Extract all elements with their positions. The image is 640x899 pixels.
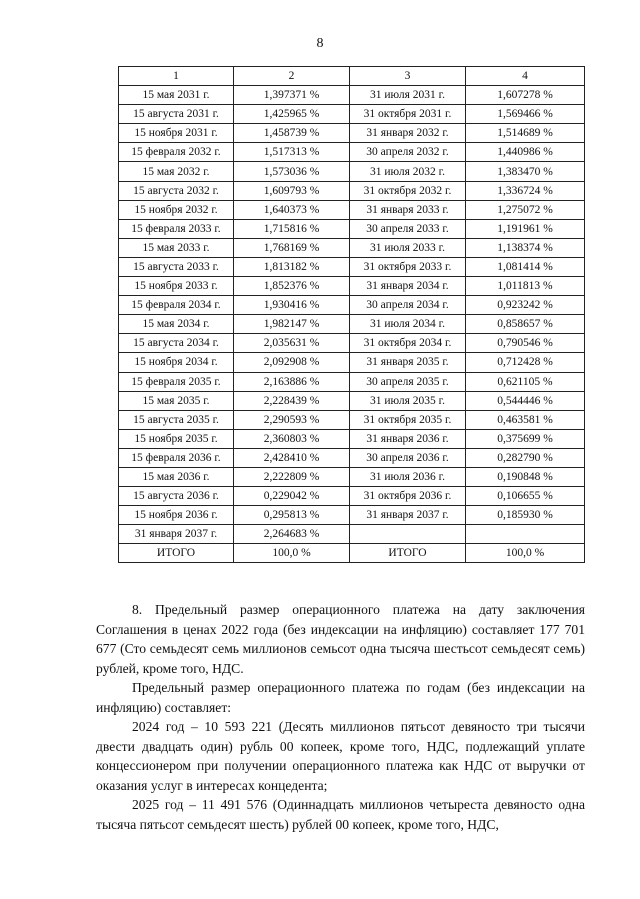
payment-date-cell: 31 октября 2036 г.	[350, 487, 466, 506]
table-row	[119, 124, 585, 143]
table-row	[119, 506, 585, 525]
payment-date-cell: 31 января 2032 г.	[350, 124, 466, 143]
payment-share-cell: 0,621105 %	[466, 372, 585, 391]
table-row	[119, 334, 585, 353]
payment-date-cell: 15 мая 2036 г.	[119, 467, 234, 486]
table-row	[119, 487, 585, 506]
payment-date-cell: 15 августа 2036 г.	[119, 487, 234, 506]
payment-date-cell: 30 апреля 2032 г.	[350, 143, 466, 162]
payment-share-cell: 1,569466 %	[466, 105, 585, 124]
payment-date-cell: 15 августа 2034 г.	[119, 334, 234, 353]
payment-schedule-table	[118, 66, 585, 563]
payment-share-cell: 2,035631 %	[234, 334, 350, 353]
payment-date-cell: 15 февраля 2032 г.	[119, 143, 234, 162]
payment-date-cell: 15 ноября 2031 г.	[119, 124, 234, 143]
table-row	[119, 162, 585, 181]
table-row	[119, 296, 585, 315]
payment-date-cell: 30 апреля 2034 г.	[350, 296, 466, 315]
payment-share-cell: 0,923242 %	[466, 296, 585, 315]
payment-share-cell: 0,229042 %	[234, 487, 350, 506]
payment-share-cell: 1,440986 %	[466, 143, 585, 162]
payment-share-cell: 1,458739 %	[234, 124, 350, 143]
table-row	[119, 86, 585, 105]
payment-date-cell: 31 июля 2035 г.	[350, 391, 466, 410]
payment-share-cell: 1,514689 %	[466, 124, 585, 143]
payment-date-cell: 15 мая 2032 г.	[119, 162, 234, 181]
schedule-intro-text: Предельный размер операционного платежа по годам (без индексации на инфляцию) составляет:	[96, 680, 585, 715]
payment-share-cell: 1,768169 %	[234, 238, 350, 257]
table-row	[119, 353, 585, 372]
payment-date-cell: 30 апреля 2036 г.	[350, 448, 466, 467]
payment-share-cell: 2,163886 %	[234, 372, 350, 391]
table-row	[119, 200, 585, 219]
payment-date-cell: 31 октября 2032 г.	[350, 181, 466, 200]
payment-date-cell: 15 февраля 2033 г.	[119, 219, 234, 238]
payment-date-cell: 31 июля 2031 г.	[350, 86, 466, 105]
payment-share-cell: 1,852376 %	[234, 277, 350, 296]
table-row	[119, 105, 585, 124]
payment-share-cell: 1,275072 %	[466, 200, 585, 219]
payment-date-cell: 31 октября 2034 г.	[350, 334, 466, 353]
payment-share-cell: 1,982147 %	[234, 315, 350, 334]
table-row	[119, 315, 585, 334]
table-row	[119, 410, 585, 429]
clause-8-paragraph	[96, 600, 585, 678]
header-row	[119, 67, 585, 86]
payment-date-cell: 31 октября 2035 г.	[350, 410, 466, 429]
column-number-cell: 3	[350, 67, 466, 86]
payment-date-cell: 31 октября 2033 г.	[350, 257, 466, 276]
schedule-intro-paragraph	[96, 678, 585, 717]
table-row	[119, 277, 585, 296]
table-row	[119, 257, 585, 276]
payment-date-cell: 15 августа 2033 г.	[119, 257, 234, 276]
payment-date-cell: 15 февраля 2034 г.	[119, 296, 234, 315]
table-row	[119, 467, 585, 486]
payment-share-cell: 0,190848 %	[466, 467, 585, 486]
payment-share-cell: 0,282790 %	[466, 448, 585, 467]
year-2025-text: 2025 год – 11 491 576 (Одиннадцать миллионов четыреста девяносто одна тысяча пятьсот семьдесят шесть) рублей 00 копеек, кроме того, НДС,	[96, 797, 585, 832]
payment-share-cell: 2,290593 %	[234, 410, 350, 429]
column-number-cell: 4	[466, 67, 585, 86]
page-number: 8	[316, 36, 324, 51]
payment-share-cell: 100,0 %	[466, 544, 585, 563]
payment-date-cell: 31 июля 2034 г.	[350, 315, 466, 334]
payment-share-cell: 2,428410 %	[234, 448, 350, 467]
payment-share-cell: 1,715816 %	[234, 219, 350, 238]
payment-share-cell: 1,191961 %	[466, 219, 585, 238]
payment-date-cell: 15 мая 2031 г.	[119, 86, 234, 105]
column-number-cell: 2	[234, 67, 350, 86]
table-row	[119, 372, 585, 391]
year-2024-text: 2024 год – 10 593 221 (Десять миллионов пятьсот девяносто три тысячи двести двадцать один) рубль 00 копеек, кроме того, НДС, подлежащий уплате концессионером при получении операционного платежа как НДС от выручки от оказания услуг в интересах концедента;	[96, 719, 585, 793]
payment-share-cell: 0,375699 %	[466, 429, 585, 448]
payment-date-cell: 31 января 2037 г.	[350, 506, 466, 525]
payment-date-cell: 15 мая 2034 г.	[119, 315, 234, 334]
payment-share-cell: 1,011813 %	[466, 277, 585, 296]
payment-date-cell: 31 октября 2031 г.	[350, 105, 466, 124]
payment-share-cell: 1,640373 %	[234, 200, 350, 219]
payment-date-cell: 15 ноября 2032 г.	[119, 200, 234, 219]
payment-share-cell: 1,573036 %	[234, 162, 350, 181]
payment-date-cell: 15 ноября 2034 г.	[119, 353, 234, 372]
payment-date-cell: 31 января 2035 г.	[350, 353, 466, 372]
payment-date-cell: 15 ноября 2035 г.	[119, 429, 234, 448]
payment-share-cell: 2,264683 %	[234, 525, 350, 544]
payment-share-cell: 2,092908 %	[234, 353, 350, 372]
total-row	[119, 544, 585, 563]
payment-share-cell: 1,138374 %	[466, 238, 585, 257]
payment-date-cell: 31 июля 2033 г.	[350, 238, 466, 257]
payment-share-cell: 0,544446 %	[466, 391, 585, 410]
table-row	[119, 238, 585, 257]
payment-date-cell: 30 апреля 2033 г.	[350, 219, 466, 238]
payment-date-cell: 31 января 2034 г.	[350, 277, 466, 296]
payment-date-cell: 31 января 2033 г.	[350, 200, 466, 219]
payment-date-cell: 31 января 2036 г.	[350, 429, 466, 448]
table-row	[119, 143, 585, 162]
payment-date-cell: 31 июля 2032 г.	[350, 162, 466, 181]
payment-share-cell: 2,360803 %	[234, 429, 350, 448]
payment-date-cell	[350, 525, 466, 544]
table-row	[119, 219, 585, 238]
payment-share-cell: 0,295813 %	[234, 506, 350, 525]
payment-share-cell: 100,0 %	[234, 544, 350, 563]
payment-date-cell: 15 августа 2032 г.	[119, 181, 234, 200]
payment-share-cell: 2,222809 %	[234, 467, 350, 486]
payment-share-cell: 1,607278 %	[466, 86, 585, 105]
payment-share-cell: 1,517313 %	[234, 143, 350, 162]
payment-share-cell: 1,383470 %	[466, 162, 585, 181]
column-number-cell: 1	[119, 67, 234, 86]
payment-date-cell: 15 августа 2035 г.	[119, 410, 234, 429]
payment-date-cell: 15 ноября 2033 г.	[119, 277, 234, 296]
year-2025-paragraph	[96, 795, 585, 834]
payment-share-cell: 0,790546 %	[466, 334, 585, 353]
payment-date-cell: 31 июля 2036 г.	[350, 467, 466, 486]
payment-date-cell: 15 февраля 2036 г.	[119, 448, 234, 467]
payment-share-cell: 1,397371 %	[234, 86, 350, 105]
payment-date-cell: 15 ноября 2036 г.	[119, 506, 234, 525]
table-row	[119, 525, 585, 544]
payment-share-cell: 0,463581 %	[466, 410, 585, 429]
payment-date-cell: 15 февраля 2035 г.	[119, 372, 234, 391]
payment-share-cell	[466, 525, 585, 544]
table-row	[119, 429, 585, 448]
payment-date-cell: 15 мая 2033 г.	[119, 238, 234, 257]
payment-share-cell: 1,930416 %	[234, 296, 350, 315]
payment-date-cell: ИТОГО	[119, 544, 234, 563]
payment-date-cell: 31 января 2037 г.	[119, 525, 234, 544]
year-2024-paragraph	[96, 717, 585, 795]
table-row	[119, 391, 585, 410]
payment-share-cell: 0,712428 %	[466, 353, 585, 372]
payment-share-cell: 1,081414 %	[466, 257, 585, 276]
payment-date-cell: ИТОГО	[350, 544, 466, 563]
payment-share-cell: 1,609793 %	[234, 181, 350, 200]
payment-date-cell: 30 апреля 2035 г.	[350, 372, 466, 391]
table-body	[119, 67, 585, 563]
payment-share-cell: 0,106655 %	[466, 487, 585, 506]
table-row	[119, 181, 585, 200]
payment-share-cell: 0,185930 %	[466, 506, 585, 525]
clause-8-text: 8. Предельный размер операционного платежа на дату заключения Соглашения в ценах 2022 года (без индексации на инфляцию) составляет 177 701 677 (Сто семьдесят семь миллионов семьсот одна тысяча шестьсот семьдесят семь) рублей, кроме того, НДС.	[96, 602, 585, 676]
payment-date-cell: 15 августа 2031 г.	[119, 105, 234, 124]
payment-date-cell: 15 мая 2035 г.	[119, 391, 234, 410]
table-row	[119, 448, 585, 467]
payment-share-cell: 1,425965 %	[234, 105, 350, 124]
payment-share-cell: 2,228439 %	[234, 391, 350, 410]
payment-share-cell: 1,336724 %	[466, 181, 585, 200]
payment-share-cell: 1,813182 %	[234, 257, 350, 276]
payment-share-cell: 0,858657 %	[466, 315, 585, 334]
